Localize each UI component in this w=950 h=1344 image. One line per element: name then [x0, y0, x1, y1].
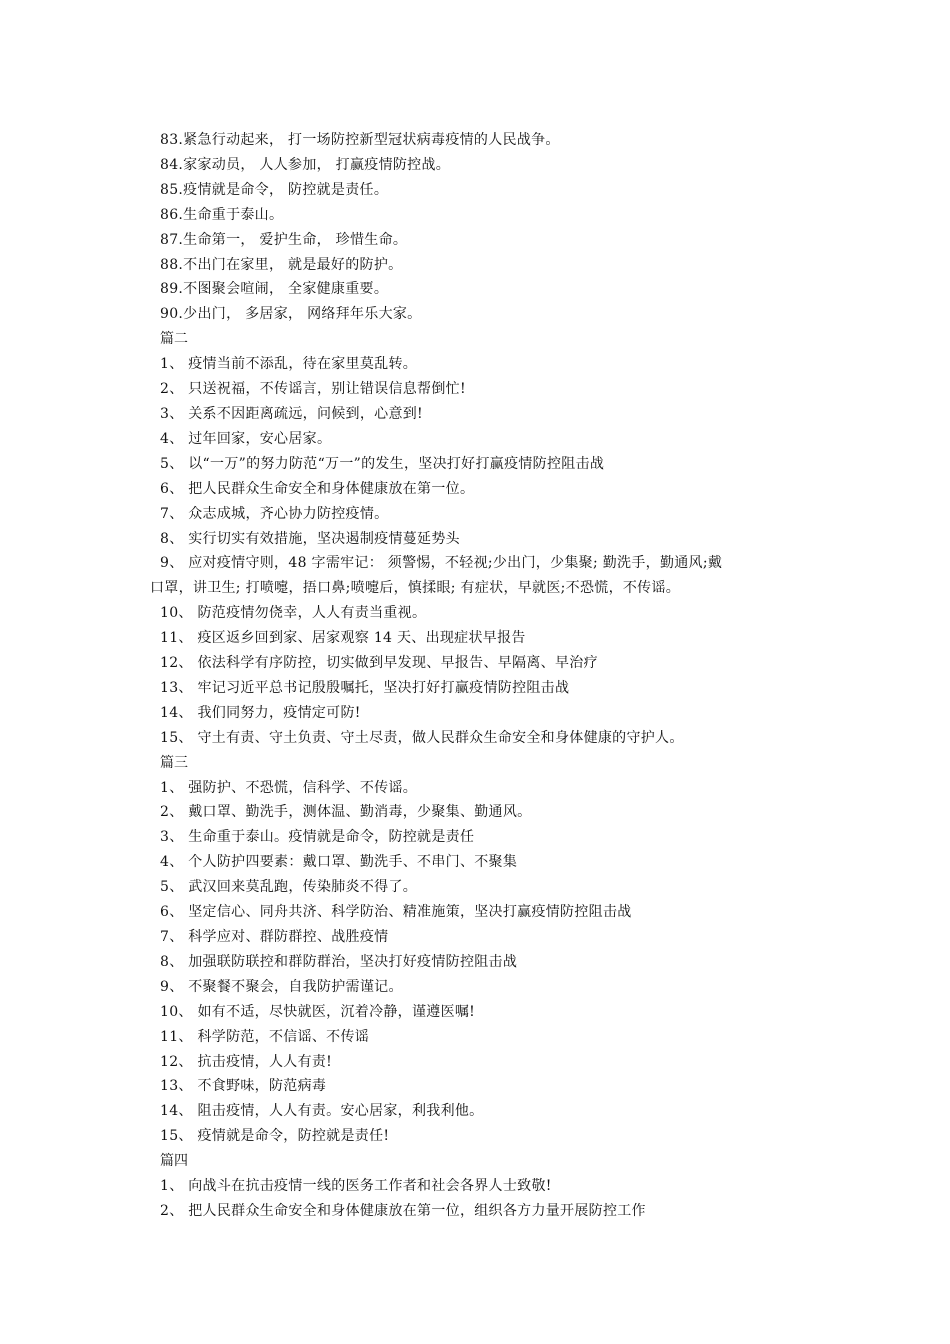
list-item: 15、 守土有责、守土负责、守土尽责，做人民群众生命安全和身体健康的守护人。: [160, 729, 684, 746]
list-item: 2、 把人民群众生命安全和身体健康放在第一位，组织各方力量开展防控工作: [160, 1202, 646, 1219]
list-item: 7、 科学应对、群防群控、战胜疫情: [160, 929, 389, 945]
list-item: 6、 坚定信心、同舟共济、科学防治、精准施策，坚决打赢疫情防控阻击战: [160, 904, 632, 921]
list-item: 84.家家动员， 人人参加， 打赢疫情防控战。: [160, 156, 451, 173]
list-item: 12、 依法科学有序防控，切实做到早发现、早报告、早隔离、早治疗: [160, 655, 598, 672]
list-item: 85.疫情就是命令， 防控就是责任。: [160, 181, 389, 198]
section-heading: 篇三: [160, 754, 188, 771]
section-2: [150, 327, 800, 750]
list-item: 90.少出门， 多居家， 网络拜年乐大家。: [160, 306, 422, 323]
list-item: 8、 实行切实有效措施，坚决遏制疫情蔓延势头: [160, 530, 460, 547]
list-item: 14、 阻击疫情，人人有责。安心居家，利我利他。: [160, 1103, 484, 1120]
list-item: 2、 只送祝福，不传谣言，别让错误信息帮倒忙!: [160, 381, 466, 398]
list-item: 6、 把人民群众生命安全和身体健康放在第一位。: [160, 480, 475, 497]
list-item: 1、 疫情当前不添乱，待在家里莫乱转。: [160, 356, 418, 373]
list-item: 12、 抗击疫情，人人有责!: [160, 1053, 333, 1070]
list-item: 7、 众志成城，齐心协力防控疫情。: [160, 505, 389, 522]
list-item: 9、 不聚餐不聚会，自我防护需谨记。: [160, 978, 403, 995]
list-item: 13、 牢记习近平总书记殷殷嘱托，坚决打好打赢疫情防控阻击战: [160, 679, 570, 696]
list-item: 4、 个人防护四要素：戴口罩、勤洗手、不串门、不聚集: [160, 854, 518, 871]
list-item: 10、 如有不适，尽快就医，沉着冷静，谨遵医嘱!: [160, 1003, 476, 1020]
section-heading: 篇二: [160, 331, 188, 348]
list-item: 11、 科学防范，不信谣、不传谣: [160, 1028, 370, 1045]
list-item: 1、 向战斗在抗击疫情一线的医务工作者和社会各界人士致敬!: [160, 1178, 552, 1195]
list-item: 83.紧急行动起来， 打一场防控新型冠状病毒疫情的人民战争。: [160, 132, 560, 148]
list-item: 3、 关系不因距离疏远，问候到，心意到!: [160, 405, 423, 422]
list-item: 1、 强防护、不恐慌，信科学、不传谣。: [160, 779, 418, 796]
list-item: 88.不出门在家里， 就是最好的防护。: [160, 256, 403, 273]
list-item: 11、 疫区返乡回到家、居家观察 14 天、出现症状早报告: [160, 630, 526, 647]
list-item: 8、 加强联防联控和群防群治，坚决打好疫情防控阻击战: [160, 953, 518, 970]
list-item: 4、 过年回家，安心居家。: [160, 430, 332, 447]
document-body: [150, 128, 800, 1224]
list-item: 89.不图聚会喧闹， 全家健康重要。: [160, 281, 389, 298]
list-item: 10、 防范疫情勿侥幸，人人有责当重视。: [160, 605, 427, 622]
section-1: [160, 128, 800, 327]
list-item: 87.生命第一， 爱护生命， 珍惜生命。: [160, 231, 408, 248]
list-item: 13、 不食野味，防范病毒: [160, 1078, 327, 1095]
section-3: [160, 751, 800, 1150]
list-item: 3、 生命重于泰山。疫情就是命令，防控就是责任: [160, 829, 475, 846]
section-heading: 篇四: [160, 1153, 188, 1170]
list-item: 5、 武汉回来莫乱跑，传染肺炎不得了。: [160, 879, 418, 896]
list-item: 2、 戴口罩、勤洗手，测体温、勤消毒，少聚集、勤通风。: [160, 804, 532, 821]
list-item: 15、 疫情就是命令，防控就是责任!: [160, 1128, 390, 1145]
list-item: 5、 以“一万”的努力防范“万一”的发生，坚决打好打赢疫情防控阻击战: [160, 455, 605, 472]
list-item: 14、 我们同努力，疫情定可防!: [160, 704, 361, 721]
list-item: 9、 应对疫情守则，48 字需牢记： 须警惕，不轻视;少出门，少集聚; 勤洗手，勤通风;戴: [160, 555, 723, 572]
section-4: [160, 1149, 800, 1224]
list-item-continuation: 口罩，讲卫生; 打喷嚏，捂口鼻;喷嚏后，慎揉眼; 有症状，早就医;不恐慌，不传谣。: [150, 580, 681, 597]
list-item: 86.生命重于泰山。: [160, 206, 284, 223]
